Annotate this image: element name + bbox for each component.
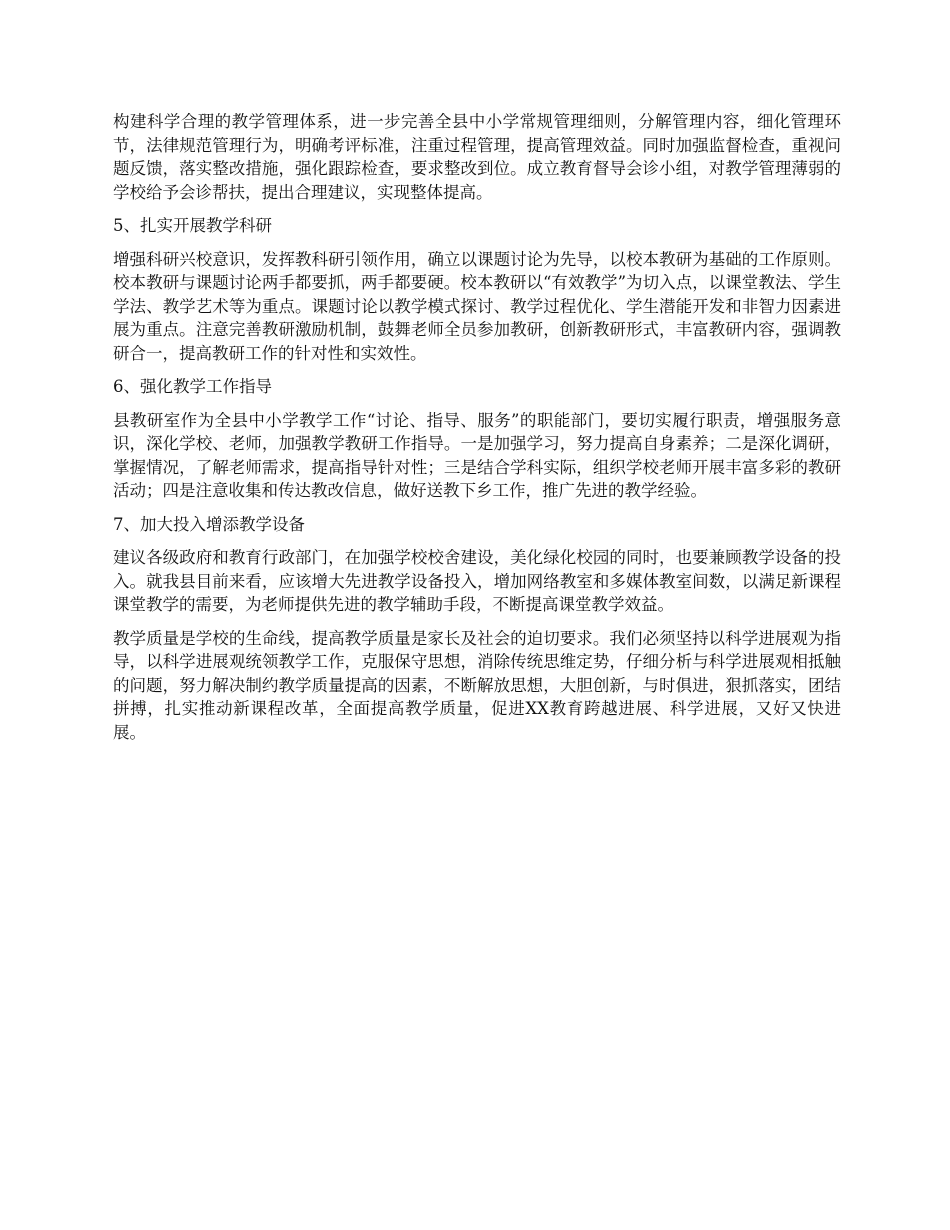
paragraph-management-system: 构建科学合理的教学管理体系，进一步完善全县中小学常规管理细则，分解管理内容，细化管理环节，法律规范管理行为，明确考评标准，注重过程管理，提高管理效益。同时加强监督检查，重视问题反馈，落实整改措施，强化跟踪检查，要求整改到位。成立教育督导会诊小组，对教学管理薄弱的学校给予会诊帮扶，提出合理建议，实现整体提高。 [113,112,841,202]
paragraph-teaching-research: 增强科研兴校意识，发挥教科研引领作用，确立以课题讨论为先导，以校本教研为基础的工作原则。校本教研与课题讨论两手都要抓，两手都要硬。校本教研以“有效教学”为切入点，以课堂教法、学生学法、教学艺术等为重点。课题讨论以教学模式探讨、教学过程优化、学生潜能开发和非智力因素进展为重点。注意完善教研激励机制，鼓舞老师全员参加教研，创新教研形式，丰富教研内容，强调教研合一，提高教研工作的针对性和实效性。 [113,249,841,363]
paragraph-conclusion: 教学质量是学校的生命线，提高教学质量是家长及社会的迫切要求。我们必须坚持以科学进展观为指导，以科学进展观统领教学工作，克服保守思想，消除传统思维定势，仔细分析与科学进展观相抵触的问题，努力解决制约教学质量提高的因素，不断解放思想，大胆创新，与时俱进，狠抓落实，团结拼搏，扎实推动新课程改革，全面提高教学质量，促进XX教育跨越进展、科学进展，又好又快进展。 [113,628,841,742]
section-heading-6: 6、强化教学工作指导 [113,377,272,396]
paragraph-equipment-investment: 建议各级政府和教育行政部门，在加强学校校舍建设，美化绿化校园的同时，也要兼顾教学设备的投入。就我县目前来看，应该增大先进教学设备投入，增加网络教室和多媒体教室间数，以满足新课程课堂教学的需要，为老师提供先进的教学辅助手段，不断提高课堂教学效益。 [113,548,841,614]
section-heading-5: 5、扎实开展教学科研 [113,216,272,235]
section-heading-7: 7、加大投入增添教学设备 [113,514,305,534]
paragraph-teaching-guidance: 县教研室作为全县中小学教学工作“讨论、指导、服务”的职能部门，要切实履行职责，增强服务意识，深化学校、老师，加强教学教研工作指导。一是加强学习，努力提高自身素养；二是深化调研，掌握情况，了解老师需求，提高指导针对性；三是结合学科实际，组织学校老师开展丰富多彩的教研活动；四是注意收集和传达教改信息，做好送教下乡工作，推广先进的教学经验。 [113,410,841,500]
document-page [113,110,841,754]
